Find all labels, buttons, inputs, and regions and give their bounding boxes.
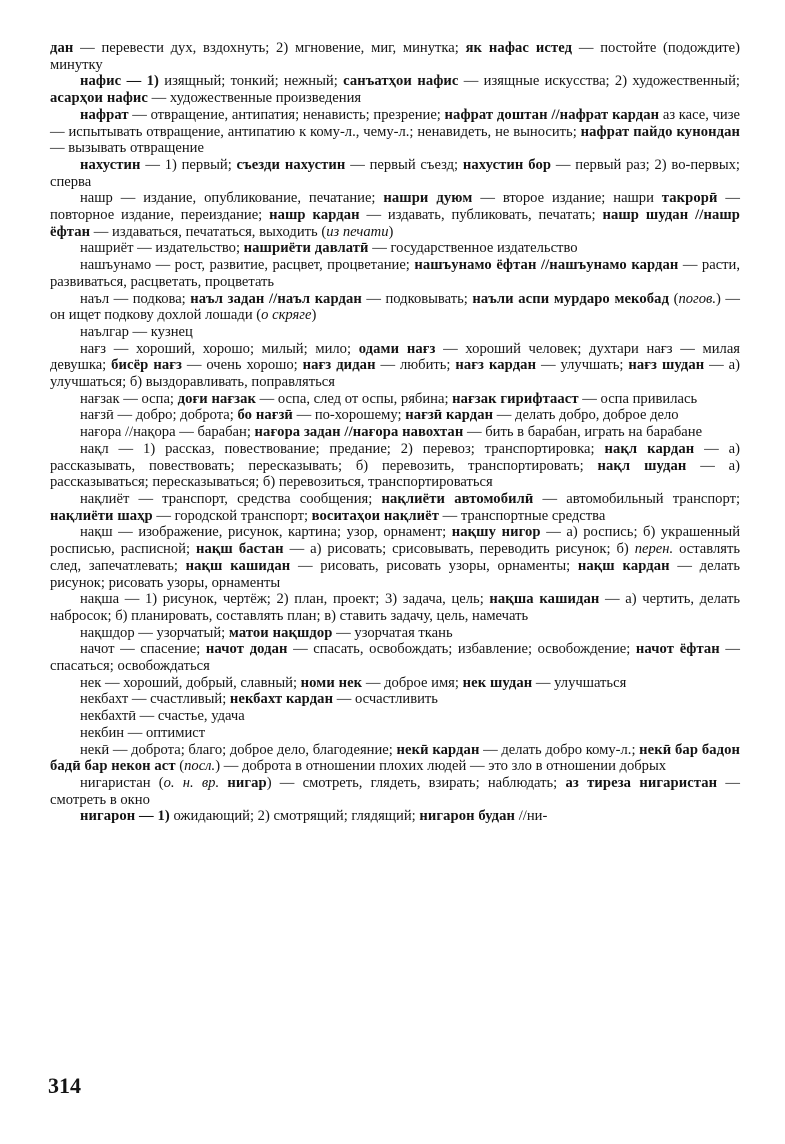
headword-phrase: нағз дидан (302, 357, 376, 374)
definition-text: ожидающий; 2) смотрящий; глядящий; (169, 808, 420, 825)
headword-phrase: санъатҳои нафис (343, 73, 459, 90)
headword-phrase: доғи нағзак (177, 390, 256, 407)
usage-label: перен. (634, 541, 674, 558)
definition-text: ) (311, 307, 317, 324)
definition-text: изящный; тонкий; нежный; (159, 73, 344, 90)
definition-text: ) — смотреть, глядеть, взирать; наблюдать; (266, 774, 566, 791)
headword-phrase: начот додан (205, 641, 288, 658)
definition-text: — по-хорошему; (292, 407, 406, 424)
headword-phrase: нақша кашидан (489, 591, 600, 608)
headword-phrase: наъли аспи мурдаро мекобад (472, 290, 670, 307)
definition-text: — отвращение, антипатия; ненависть; презрение; (128, 106, 445, 123)
headword-phrase: нафрат пайдо кунондан (580, 123, 741, 140)
headword-phrase: нағзак гирифтааст (452, 390, 579, 407)
headword-phrase: нек шудан (462, 674, 533, 691)
dictionary-entry (50, 240, 740, 257)
usage-label: о скряге (261, 307, 312, 324)
definition-text: — рисовать, рисовать узоры, орнаменты; (290, 557, 578, 574)
definition-text: нағз — хороший, хорошо; милый; мило; (80, 340, 359, 357)
headword-phrase: як нафас истед (465, 40, 573, 56)
headword-phrase: нақшу нигор (451, 524, 541, 541)
definition-text: — государственное издательство (368, 240, 578, 257)
dictionary-entry (50, 725, 740, 742)
definition-text: — художественные произведения (148, 90, 362, 107)
usage-label: из печати (326, 223, 389, 240)
definition-text: //ни- (515, 808, 548, 825)
definition-text: — делать добро, доброе дело (493, 407, 679, 424)
definition-text: — а) улучшаться; б) выздоравливать, поправляться (50, 357, 740, 391)
definition-text: — перевести дух, вздохнуть; 2) мгновение, миг, минутка; (73, 40, 466, 56)
dictionary-entry (50, 40, 740, 73)
definition-text: нигаристан ( (80, 774, 164, 791)
headword-phrase: съезди нахустин (236, 156, 346, 173)
headword-phrase: нақл шудан (597, 457, 687, 474)
dictionary-entry (50, 591, 740, 624)
headword-phrase: некӣ бар бадон бадӣ бар некон аст (50, 741, 740, 775)
dictionary-entry (50, 73, 740, 106)
definition-text: — а) чертить, делать набросок; б) планировать, составлять план; в) ставить задачу, цель, намечать (50, 591, 741, 624)
definition-text: — а) рисовать; срисовывать, переводить рисунок; б) (283, 541, 635, 558)
headword-phrase: номи нек (300, 674, 363, 691)
definition-text: — повторное издание, переиздание; (50, 190, 740, 224)
headword-phrase: бо нағзӣ (237, 407, 293, 424)
definition-text: — бить в барабан, играть на барабане (463, 424, 703, 441)
definition-text: — а) рассказываться; пересказываться; б) перевозиться, транспортироваться (50, 457, 740, 491)
definition-text: ) (388, 223, 394, 240)
dictionary-entry (50, 257, 740, 290)
headword-phrase: нашр кардан (269, 207, 360, 224)
definition-text: — делать рисунок; рисовать узоры, орнаменты (50, 557, 740, 591)
headword-phrase: наъл задан //наъл кардан (190, 290, 362, 307)
definition-text: ) — он ищет подкову дохлой лошади ( (50, 290, 740, 324)
definition-text: — а) роспись; б) украшенный росписью, расписной; (50, 524, 740, 558)
definition-text: некбахт — счастливый; (80, 691, 230, 708)
headword-phrase: нақлиёти автомобилӣ (381, 490, 534, 507)
dictionary-entry (50, 407, 740, 424)
definition-text: — издавать, публиковать, печатать; (359, 207, 603, 224)
usage-label: о. н. вр. (163, 774, 220, 791)
dictionary-entry (50, 742, 740, 775)
headword-phrase: нағз кардан (455, 357, 537, 374)
headword-phrase: аз тиреза нигаристан (565, 774, 718, 791)
definition-text: наългар — кузнец (80, 323, 193, 340)
definition-text: — изящные искусства; 2) художественный; (458, 73, 740, 90)
dictionary-entry (50, 641, 740, 674)
headword-phrase: матои нақшдор (228, 624, 333, 641)
headword-phrase: нашриёти давлатӣ (243, 240, 369, 257)
definition-text: — первый раз; 2) во-первых; сперва (50, 156, 740, 190)
definition-text: ( (669, 290, 679, 307)
headword-phrase: нашр шудан //нашр ёфтан (50, 207, 740, 240)
headword-phrase: такрорӣ (661, 190, 718, 207)
dictionary-entry (50, 775, 740, 808)
definition-text: ( (175, 758, 185, 775)
headword-phrase: нафрат доштан //нафрат кардан (444, 106, 660, 123)
headword-phrase: нахустин (80, 156, 141, 173)
definition-text: — спасаться; освобождаться (50, 641, 740, 675)
headword-phrase: воситаҳои нақлиёт (311, 507, 439, 524)
headword-phrase: нақш бастан (195, 541, 284, 558)
dictionary-entry (50, 424, 740, 441)
headword-phrase: некӣ кардан (396, 741, 480, 758)
definition-text: — второе издание; нашри (472, 190, 662, 207)
definition-text: — улучшаться (532, 674, 627, 691)
definition-text: наъл — подкова; (80, 290, 191, 307)
definition-text: — а) рассказывать, повествовать; пересказывать; б) перевозить, транспортировать; (50, 440, 741, 474)
dictionary-entry (50, 157, 740, 190)
headword-phrase: нағз шудан (628, 357, 705, 374)
definition-text: нағора //нақора — барабан; (80, 424, 255, 441)
headword-phrase: дан (50, 40, 74, 56)
definition-text: — издаваться, печататься, выходить ( (90, 223, 327, 240)
definition-text: — доброе имя; (362, 674, 463, 691)
usage-label: посл. (184, 758, 216, 775)
definition-text: — смотреть в окно (50, 774, 740, 808)
definition-text: — спасать, освобождать; избавление; освобождение; (287, 641, 636, 658)
headword-phrase: одами нағз (358, 340, 436, 357)
definition-text: нек — хороший, добрый, славный; (80, 674, 301, 691)
headword-phrase: нигар (227, 774, 267, 791)
headword-phrase: нафрат (80, 106, 129, 123)
definition-text: начот — спасение; (80, 641, 206, 658)
headword-phrase: бисёр нағз (111, 357, 182, 374)
definition-text: некӣ — доброта; благо; доброе дело, благодеяние; (80, 741, 397, 758)
definition-text: некбахтӣ — счастье, удача (80, 708, 245, 725)
definition-text: — городской транспорт; (152, 507, 312, 524)
page-number: 314 (48, 1073, 81, 1098)
definition-text: — оспа привилась (578, 390, 698, 407)
definition-text: нақш — изображение, рисунок, картина; узор, орнамент; (80, 524, 452, 541)
definition-text: — первый съезд; (345, 156, 463, 173)
definition-text: некбин — оптимист (80, 724, 206, 741)
headword-phrase: нашри дуюм (383, 190, 473, 207)
headword-phrase: нигарон — 1) (80, 808, 170, 825)
headword-phrase: асарҳои нафис (50, 90, 149, 107)
definition-text: оставлять след, запечатлевать; (50, 541, 741, 574)
usage-label: погов. (678, 290, 717, 307)
definition-text: — подковывать; (361, 290, 473, 307)
definition-text: нашъунамо — рост, развитие, расцвет, процветание; (80, 257, 415, 274)
definition-text: — осчастливить (333, 691, 438, 708)
dictionary-entry (50, 625, 740, 642)
headword-phrase: нағзӣ кардан (405, 407, 494, 424)
definition-text: — оспа, след от оспы, рябина; (256, 390, 453, 407)
definition-text: — любить; (375, 357, 456, 374)
headword-phrase: нақлиёти шаҳр (50, 507, 153, 524)
dictionary-entry (50, 341, 740, 391)
definition-text: ) — доброта в отношении плохих людей — это зло в отношении добрых (215, 758, 667, 775)
definition-text: — улучшать; (536, 357, 629, 374)
definition-text: — узорчатая ткань (332, 624, 453, 641)
dictionary-entry (50, 107, 740, 157)
dictionary-entry (50, 808, 740, 825)
dictionary-entry (50, 291, 740, 324)
definition-text: нақшдор — узорчатый; (80, 624, 229, 641)
headword-phrase: нақш кашидан (185, 557, 291, 574)
dictionary-entry (50, 324, 740, 341)
dictionary-entry (50, 391, 740, 408)
definition-text: нағзак — оспа; (80, 390, 178, 407)
headword-phrase: начот ёфтан (635, 641, 720, 658)
headword-phrase: нақл кардан (604, 440, 695, 457)
headword-phrase: нағора задан //нағора навохтан (254, 424, 464, 441)
dictionary-entry (50, 675, 740, 692)
headword-phrase: нашъунамо ёфтан //нашъунамо кардан (414, 257, 679, 274)
headword-phrase: нақш кардан (577, 557, 670, 574)
dictionary-page (50, 40, 740, 825)
dictionary-entry (50, 491, 740, 524)
definition-text: — расти, развиваться, расцветать, процветать (50, 257, 741, 290)
dictionary-entry (50, 441, 740, 491)
definition-text: — транспортные средства (438, 507, 606, 524)
definition-text: нақл — 1) рассказ, повествование; предание; 2) перевоз; транспортировка; (80, 440, 605, 457)
dictionary-entry (50, 691, 740, 708)
dictionary-entry (50, 524, 740, 591)
definition-text: нақлиёт — транспорт, средства сообщения; (80, 490, 382, 507)
definition-text: — постойте (подождите) минутку (50, 40, 740, 73)
headword-phrase: нахустин бор (462, 156, 552, 173)
definition-text: — автомобильный транспорт; (533, 490, 740, 507)
definition-text: нақша — 1) рисунок, чертёж; 2) план, проект; 3) задача, цель; (80, 591, 490, 608)
definition-text: — вызывать отвращение (50, 140, 204, 157)
definition-text: — хороший человек; духтари нағз — милая девушка; (50, 340, 741, 374)
definition-text: аз касе, чизе — испытывать отвращение, антипатию к кому-л., чему-л.; ненавидеть, не выносить; (50, 106, 740, 140)
definition-text: нағзӣ — добро; доброта; (80, 407, 238, 424)
headword-phrase: нигарон будан (419, 808, 516, 825)
definition-text: нашриёт — издательство; (80, 240, 244, 257)
dictionary-entry (50, 708, 740, 725)
definition-text: — 1) первый; (140, 156, 237, 173)
dictionary-entry (50, 190, 740, 240)
headword-phrase: нафис — 1) (80, 73, 160, 90)
headword-phrase: некбахт кардан (229, 691, 334, 708)
definition-text: нашр — издание, опубликование, печатание; (80, 190, 384, 207)
definition-text: — делать добро кому-л.; (479, 741, 640, 758)
definition-text: — очень хорошо; (182, 357, 303, 374)
